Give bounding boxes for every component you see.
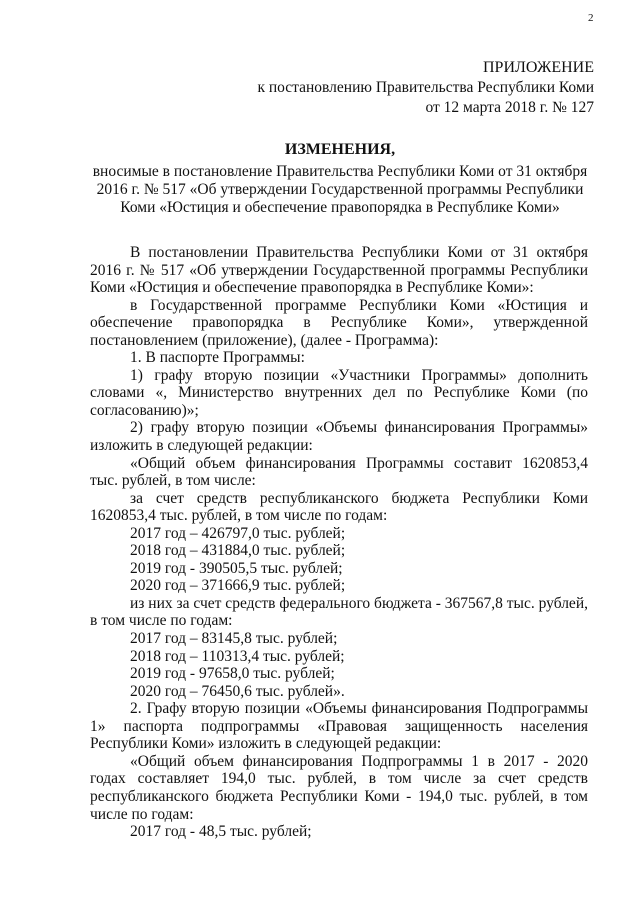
- paragraph-7: за счет средств республиканского бюджета Республики Коми 1620853,4 тыс. рублей, в том числе по годам:: [90, 489, 588, 525]
- appendix-line-1: к постановлению Правительства Республики Коми: [257, 79, 594, 96]
- appendix-title: ПРИЛОЖЕНИЕ: [482, 59, 594, 76]
- heading-subtitle: вносимые в постановление Правительства Республики Коми от 31 октября 2016 г. № 517 «Об утверждении Государственной программы Республики Коми «Юстиция и обеспечение правопорядка в Республике Коми»: [92, 163, 588, 216]
- document-heading: [80, 141, 600, 217]
- appendix-block: [257, 58, 594, 118]
- paragraph-2: в Государственной программе Республики Коми «Юстиция и обеспечение правопорядка в Республике Коми», утвержденной постановлением (приложение), (далее - Программа):: [90, 296, 588, 349]
- regional-year-2020: 2020 год – 371666,9 тыс. рублей;: [130, 577, 346, 595]
- appendix-line-2: от 12 марта 2018 г. № 127: [425, 99, 594, 116]
- paragraph-5: 2) графу вторую позиции «Объемы финансирования Программы» изложить в следующей редакции:: [90, 419, 588, 455]
- paragraph-1: В постановлении Правительства Республики Коми от 31 октября 2016 г. № 517 «Об утверждении Государственной программы Республики Коми «Юстиция и обеспечение правопорядка в Республике Коми»:: [90, 244, 588, 297]
- paragraph-4: 1) графу вторую позиции «Участники Программы» дополнить словами «, Министерство внутренних дел по Республике Коми (по согласованию)»;: [90, 366, 588, 419]
- regional-year-2017: 2017 год – 426797,0 тыс. рублей;: [130, 524, 346, 542]
- subprogram-year-2017: 2017 год - 48,5 тыс. рублей;: [130, 823, 312, 841]
- federal-year-2017: 2017 год – 83145,8 тыс. рублей;: [130, 630, 338, 648]
- federal-year-2018: 2018 год – 110313,4 тыс. рублей;: [130, 647, 345, 665]
- paragraph-10: «Общий объем финансирования Подпрограммы 1 в 2017 - 2020 годах составляет 194,0 тыс. рублей, в том числе за счет средств республиканского бюджета Республики Коми - 194,0 тыс. рублей, в том числе по годам:: [90, 752, 588, 823]
- paragraph-8: из них за счет средств федерального бюджета - 367567,8 тыс. рублей, в том числе по годам:: [90, 594, 588, 630]
- heading-title: ИЗМЕНЕНИЯ,: [284, 141, 396, 158]
- paragraph-9: 2. Графу вторую позиции «Объемы финансирования Подпрограммы 1» паспорта подпрограммы «Правовая защищенность населения Республики Коми» изложить в следующей редакции:: [90, 700, 588, 753]
- federal-year-2019: 2019 год - 97658,0 тыс. рублей;: [130, 665, 335, 683]
- regional-year-2018: 2018 год – 431884,0 тыс. рублей;: [130, 542, 346, 560]
- paragraph-3: 1. В паспорте Программы:: [130, 349, 305, 367]
- document-body: [90, 244, 588, 841]
- regional-year-2019: 2019 год - 390505,5 тыс. рублей;: [130, 559, 343, 577]
- paragraph-6: «Общий объем финансирования Программы составит 1620853,4 тыс. рублей, в том числе:: [90, 454, 588, 490]
- federal-year-2020: 2020 год – 76450,6 тыс. рублей».: [130, 682, 345, 700]
- page-number: 2: [588, 12, 594, 24]
